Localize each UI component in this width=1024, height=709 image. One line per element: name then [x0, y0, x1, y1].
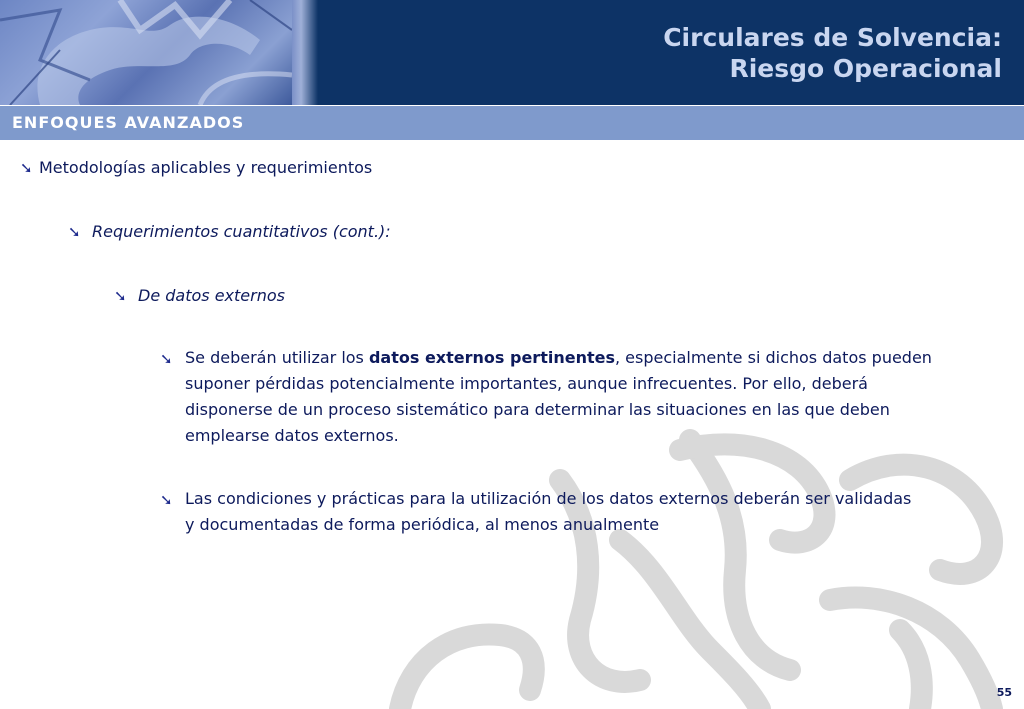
page-title-line-2: Riesgo Operacional	[729, 54, 1002, 83]
header-banner	[0, 0, 1024, 105]
bullet-level-2-text: Requerimientos cuantitativos (cont.):	[92, 222, 391, 241]
bullet-detail-2-text: Las condiciones y prácticas para la utilización de los datos externos deberán ser validadas y documentadas de forma periódica, al menos anualmente	[185, 489, 912, 534]
griffin-watermark-icon	[380, 420, 1024, 709]
section-title: ENFOQUES AVANZADOS	[12, 113, 245, 132]
arrow-down-right-icon: ➘	[160, 350, 173, 368]
bullet-level-3-text: De datos externos	[138, 286, 285, 305]
bullet-detail-1-emphasis: datos externos pertinentes	[368, 348, 615, 367]
bullet-detail-1-rest: , especialmente si dichos datos pueden suponer pérdidas potencialmente importantes, aunque infrecuentes. Por ello, deberá disponerse de un proceso sistemático para determinar las situaciones en las que deben emplearse datos externos.	[185, 348, 932, 445]
arrow-down-right-icon: ➘	[160, 491, 173, 509]
page-title-line-1: Circulares de Solvencia:	[663, 23, 1002, 52]
page-number: 55	[996, 686, 1012, 699]
arrow-down-right-icon: ➘	[20, 159, 33, 177]
bullet-detail-2	[160, 486, 950, 538]
header-photo	[0, 0, 292, 105]
bullet-level-1-text: Metodologías aplicables y requerimientos	[39, 158, 373, 177]
bullet-detail-1-prefix: Se deberán utilizar los	[185, 348, 369, 367]
griffin-photo-icon	[0, 0, 292, 105]
page-title	[663, 22, 1002, 84]
header-fade	[292, 0, 318, 105]
arrow-down-right-icon: ➘	[114, 287, 127, 305]
section-bar	[0, 106, 1024, 140]
arrow-down-right-icon: ➘	[68, 223, 81, 241]
bullet-detail-1-text	[185, 345, 945, 449]
bullet-detail-1	[160, 345, 950, 449]
